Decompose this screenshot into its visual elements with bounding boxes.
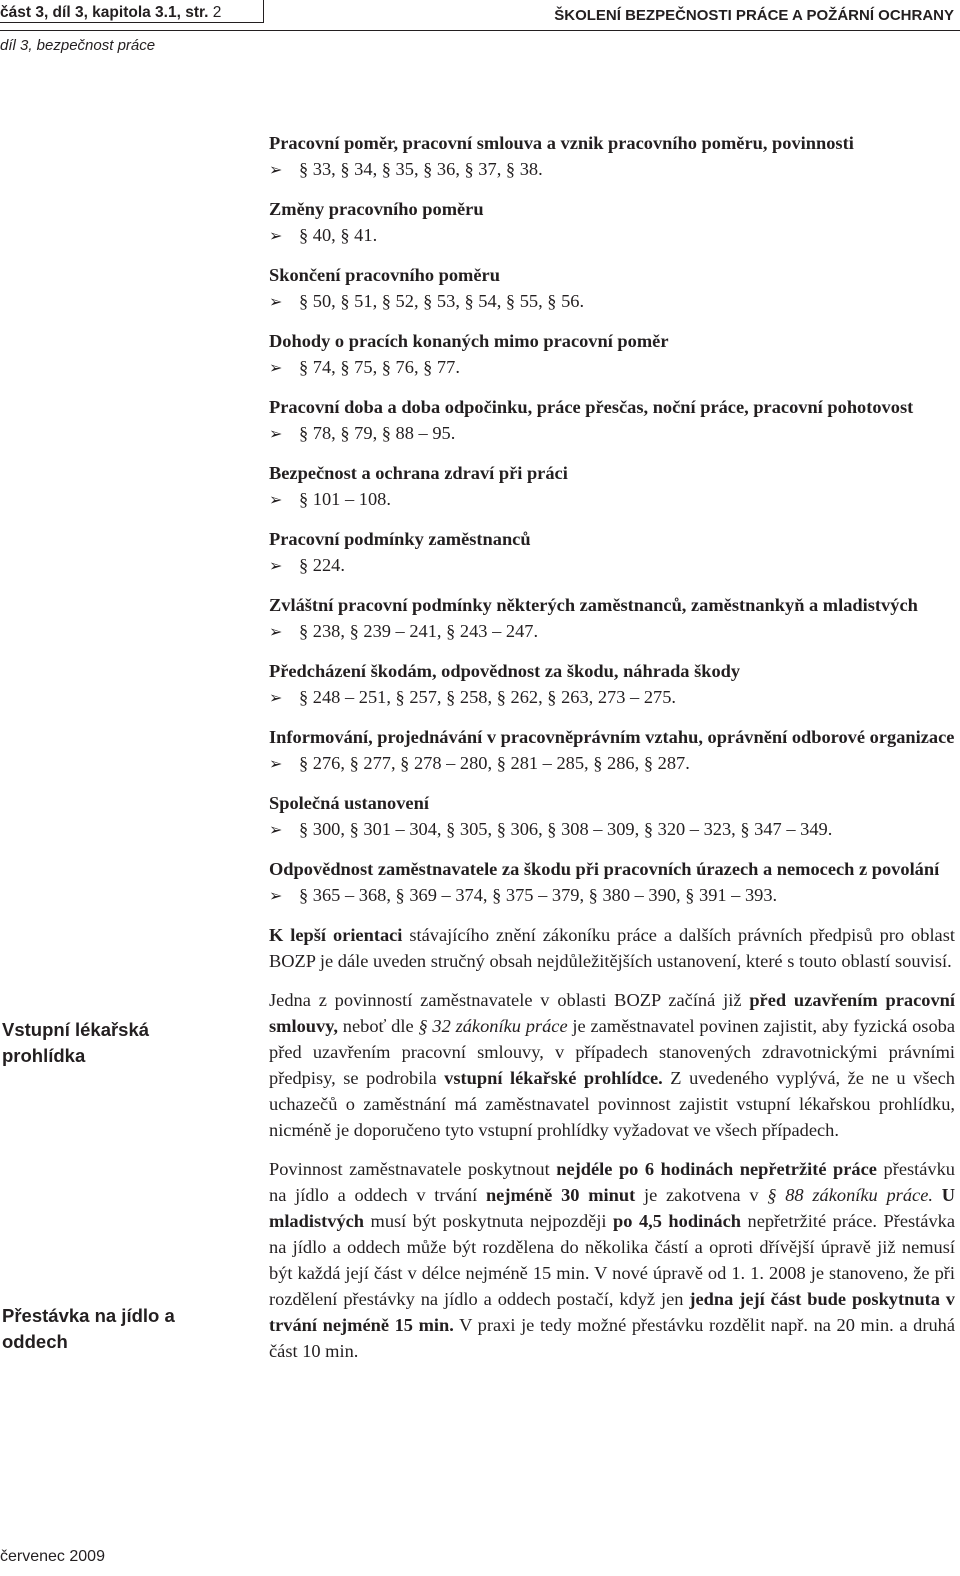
- reference-entry: Pracovní podmínky zaměstnanců ➢ § 224.: [269, 526, 955, 579]
- arrow-icon: ➢: [269, 226, 283, 245]
- reference-entry: Předcházení škodám, odpovědnost za škodu, náhrada škody ➢ § 248 – 251, § 257, § 258, § 262, § 263, 273 – 275.: [269, 658, 955, 711]
- arrow-icon: ➢: [269, 358, 283, 377]
- margin-heading-meal-break: Přestávka na jídlo a oddech: [2, 1305, 175, 1352]
- medical-exam-paragraph: Jedna z povinností zaměstnavatele v oblasti BOZP začíná již před uzavřením pracovní smlouvy, neboť dle § 32 zákoníku práce je zaměstnavatel povinen zajistit, aby fyzická osoba před uzavřením pracovní smlouvy, v případech stanovených zdravotnickými právními předpisy, se podrobila vstupní lékařské prohlídce. Z uvedeného vyplývá, že ne u všech uchazečů o zaměstnání má zaměstnavatel povinnost zajistit vstupní lékařskou prohlídku, nicméně je doporučeno tyto vstupní prohlídky vyžadovat ve všech případech.: [269, 990, 956, 1140]
- reference-entry: Pracovní poměr, pracovní smlouva a vznik pracovního poměru, povinnosti ➢ § 33, § 34, § 35, § 36, § 37, § 38.: [269, 130, 955, 183]
- margin-heading-medical-exam: Vstupní lékařská prohlídka: [2, 1019, 150, 1066]
- reference-entry: Informování, projednávání v pracovněprávním vztahu, oprávnění odborové organizace ➢ § 276, § 277, § 278 – 280, § 281 – 285, § 286, § 287.: [269, 724, 955, 777]
- arrow-icon: ➢: [269, 688, 283, 707]
- reference-list: [269, 130, 955, 909]
- page-number: 2: [212, 4, 222, 21]
- arrow-icon: ➢: [269, 556, 283, 575]
- arrow-icon: ➢: [269, 160, 283, 179]
- reference-entry: Zvláštní pracovní podmínky některých zaměstnanců, zaměstnankyň a mladistvých ➢ § 238, § 239 – 241, § 243 – 247.: [269, 592, 955, 645]
- arrow-icon: ➢: [269, 292, 283, 311]
- publication-title: ŠKOLENÍ BEZPEČNOSTI PRÁCE A POŽÁRNÍ OCHRANY: [554, 7, 954, 24]
- section-locator: část 3, díl 3, kapitola 3.1, str. 2: [0, 4, 222, 21]
- reference-entry: Bezpečnost a ochrana zdraví při práci ➢ § 101 – 108.: [269, 460, 955, 513]
- header-rule: [0, 30, 960, 31]
- break-paragraph: Povinnost zaměstnavatele poskytnout nejdéle po 6 hodinách nepřetržité práce přestávku na jídlo a oddech v trvání nejméně 30 minut je zakotvena v § 88 zákoníku práce. U mladistvých musí být poskytnuta nejpozději po 4,5 hodinách nepřetržité práce. Přestávka na jídlo a oddech může být rozdělena do několika částí a oproti dřívější úpravě již nemusí být každá její část v délce nejméně 15 min. V nové úpravě od 1. 1. 2008 je stanoveno, že při rozdělení přestávky na jídlo a oddech postačí, když jen jedna její část bude poskytnuta v trvání nejméně 15 min. V praxi je tedy možné přestávku rozdělit např. na 20 min. a druhá část 10 min.: [269, 1159, 955, 1361]
- arrow-icon: ➢: [269, 754, 283, 773]
- orientation-paragraph: K lepší orientaci stávajícího znění zákoníku práce a dalších právních předpisů pro oblast BOZP je dále uveden stručný obsah nejdůležitějších ustanovení, které s touto oblastí souvisí.: [269, 925, 955, 971]
- reference-entry: Pracovní doba a doba odpočinku, práce přesčas, noční práce, pracovní pohotovost ➢ § 78, § 79, § 88 – 95.: [269, 394, 955, 447]
- part-subtitle: díl 3, bezpečnost práce: [0, 37, 156, 54]
- main-column: [269, 130, 955, 1377]
- arrow-icon: ➢: [269, 424, 283, 443]
- arrow-icon: ➢: [269, 886, 283, 905]
- reference-entry: Dohody o pracích konaných mimo pracovní poměr ➢ § 74, § 75, § 76, § 77.: [269, 328, 955, 381]
- reference-entry: Společná ustanovení ➢ § 300, § 301 – 304, § 305, § 306, § 308 – 309, § 320 – 323, § 347 – 349.: [269, 790, 955, 843]
- arrow-icon: ➢: [269, 622, 283, 641]
- arrow-icon: ➢: [269, 490, 283, 509]
- arrow-icon: ➢: [269, 820, 283, 839]
- reference-entry: Odpovědnost zaměstnavatele za škodu při pracovních úrazech a nemocech z povolání ➢ § 365 – 368, § 369 – 374, § 375 – 379, § 380 – 390, § 391 – 393.: [269, 856, 955, 909]
- reference-entry: Změny pracovního poměru ➢ § 40, § 41.: [269, 196, 955, 249]
- footer-date: červenec 2009: [0, 1548, 105, 1565]
- reference-entry: Skončení pracovního poměru ➢ § 50, § 51, § 52, § 53, § 54, § 55, § 56.: [269, 262, 955, 315]
